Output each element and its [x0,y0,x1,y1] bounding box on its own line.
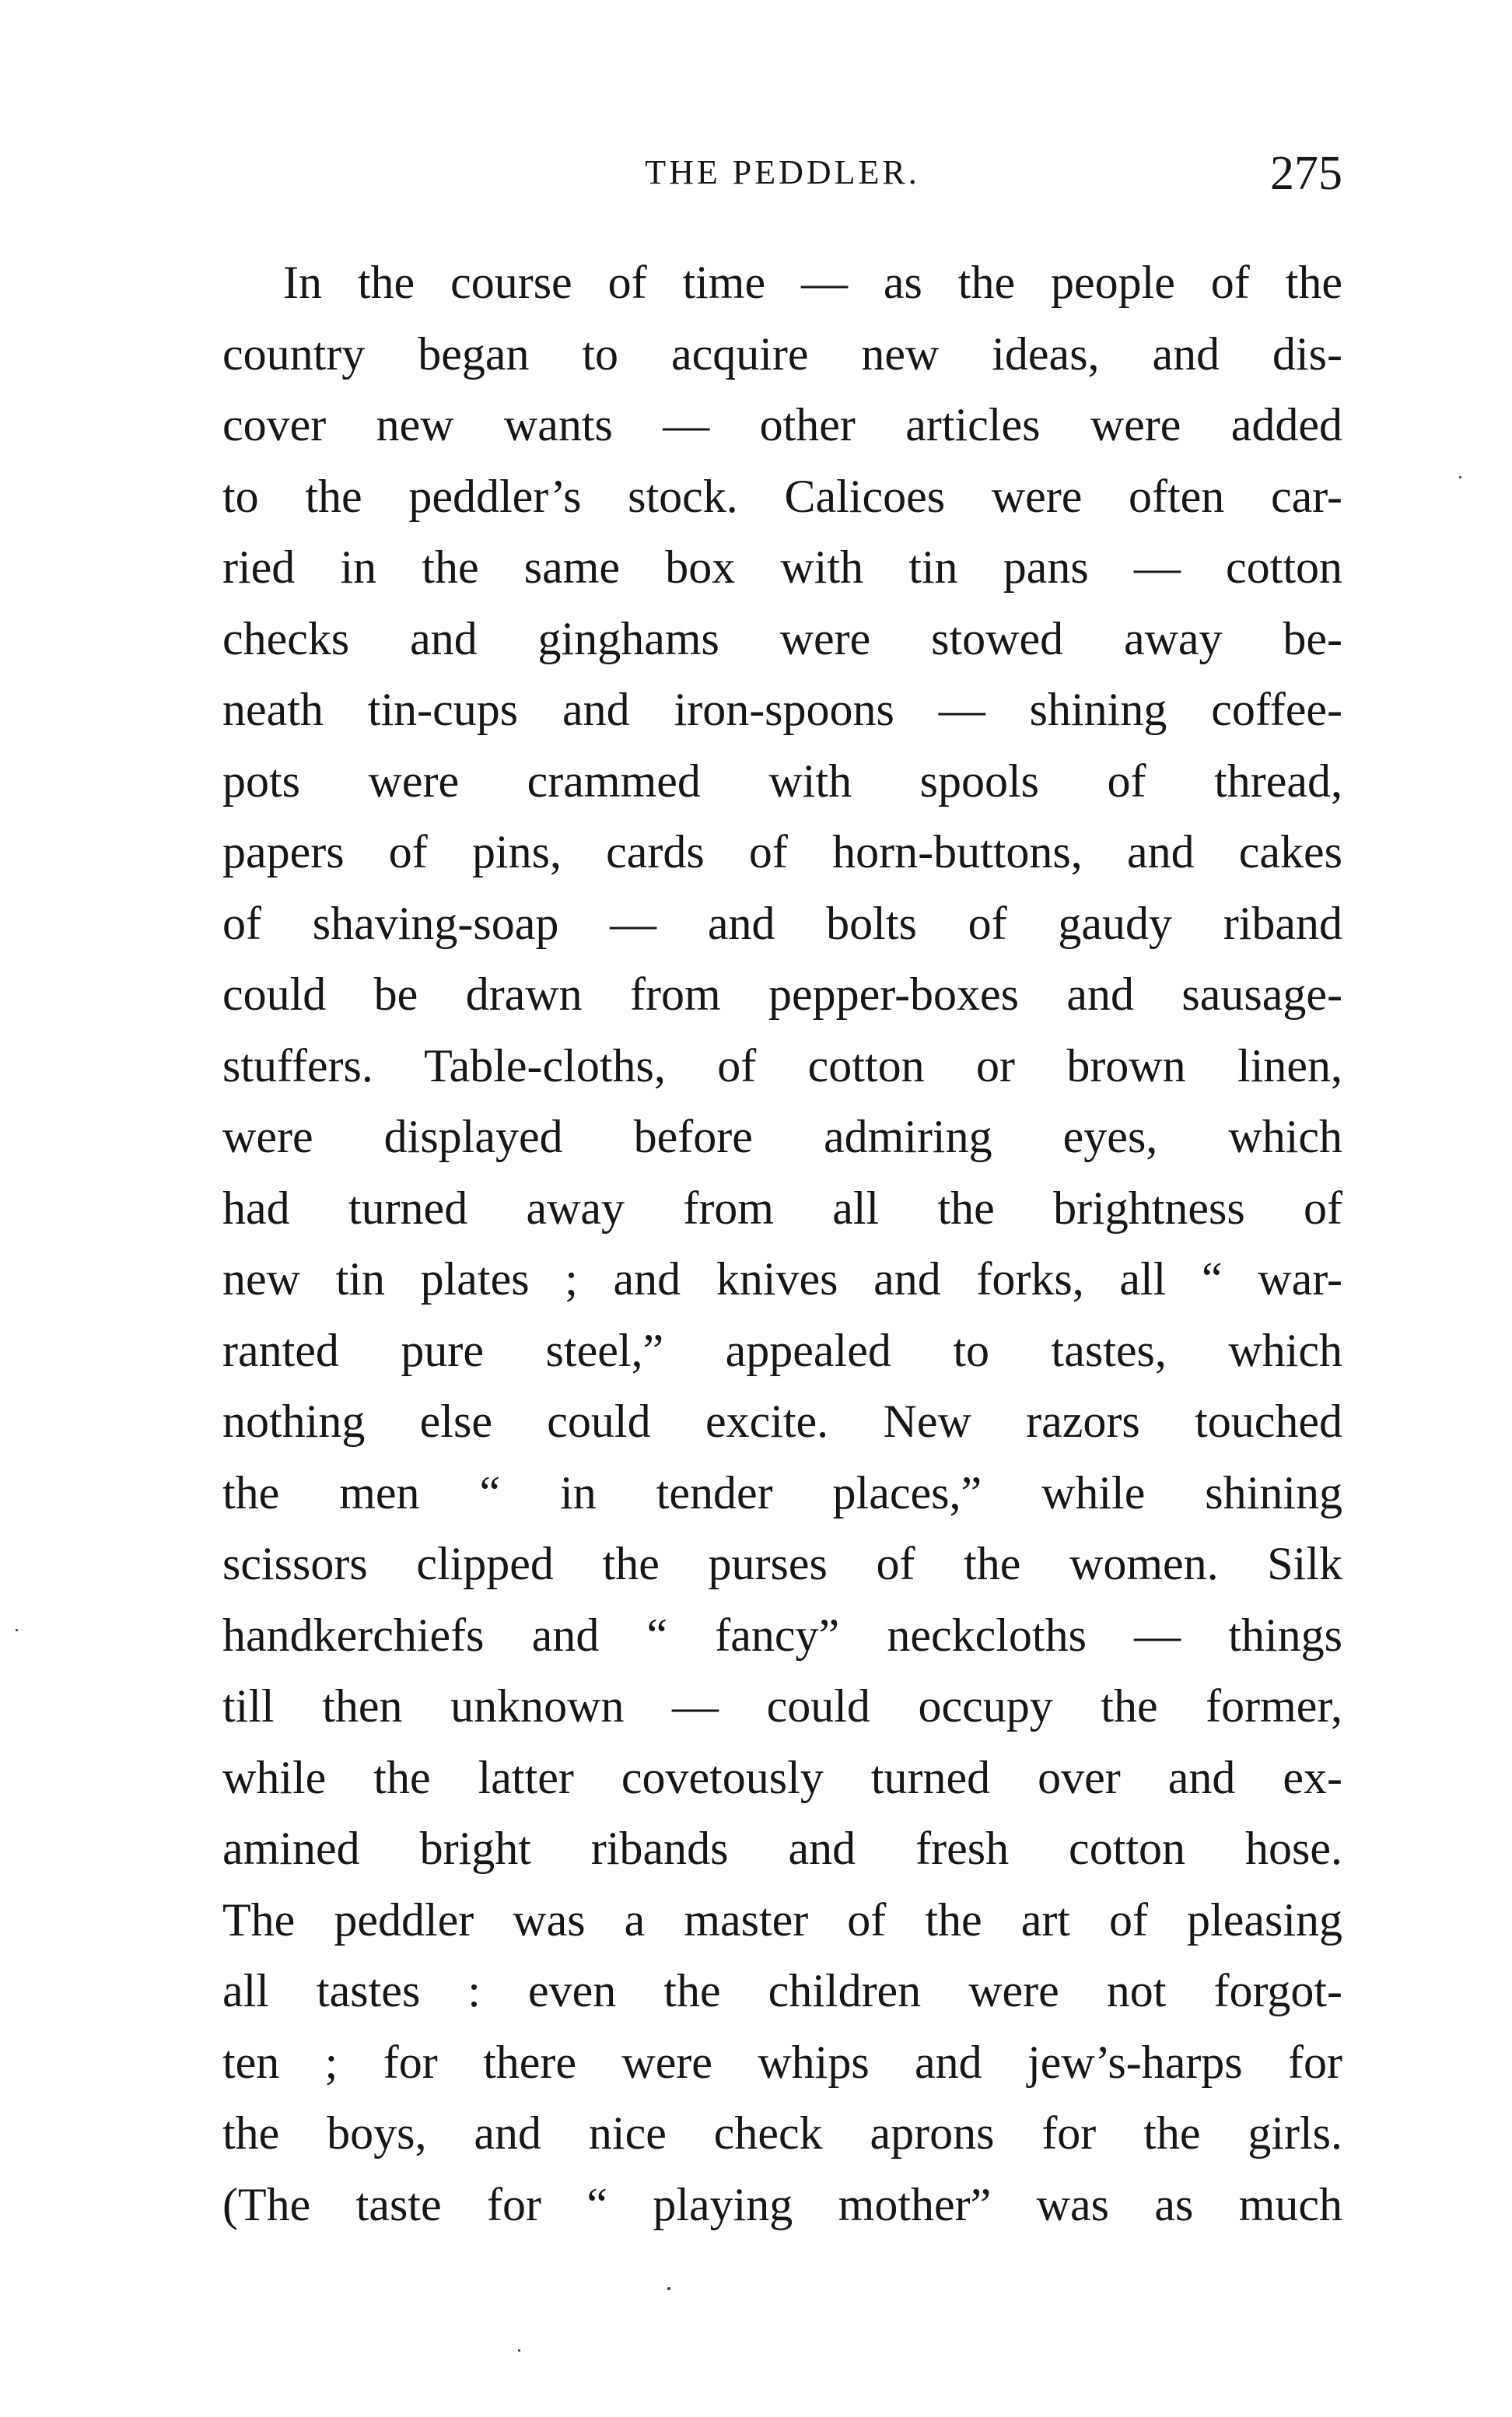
text-line: The peddler was a master of the art of pleasing [222,1893,1342,1946]
text-line: were displayed before admiring eyes, which [222,1111,1342,1162]
body-text [222,247,1342,2240]
page-number: 275 [1270,147,1342,200]
scan-speck [518,2349,520,2352]
text-line: ried in the same box with tin pans — cotton [222,541,1342,593]
text-line: ten ; for there were whips and jew’s-harps for [222,2036,1342,2088]
text-line: (The taste for “ playing mother” was as much [222,2178,1342,2230]
text-line: to the peddler’s stock. Calicoes were often car- [222,470,1342,522]
text-line: the boys, and nice check aprons for the girls. [222,2107,1342,2159]
text-line: pots were crammed with spools of thread, [222,755,1342,807]
text-line: papers of pins, cards of horn-buttons, and cakes [222,826,1342,877]
text-line: while the latter covetously turned over and ex- [222,1751,1342,1803]
text-line: ranted pure steel,” appealed to tastes, which [222,1324,1342,1376]
scan-speck [667,2287,670,2290]
text-line: checks and ginghams were stowed away be- [222,612,1342,664]
scan-speck [16,1629,18,1631]
text-line: neath tin-cups and iron-spoons — shining coffee- [222,684,1342,735]
text-line: stuffers. Table-cloths, of cotton or brown linen, [222,1039,1342,1091]
running-title: THE PEDDLER. [645,153,920,191]
text-line: till then unknown — could occupy the former, [222,1680,1342,1732]
text-line: handkerchiefs and “ fancy” neckcloths — things [222,1609,1342,1661]
text-line: the men “ in tender places,” while shining [222,1466,1342,1519]
text-line: of shaving-soap — and bolts of gaudy riband [222,897,1342,949]
text-line: all tastes : even the children were not forgot- [222,1965,1342,2016]
text-line: scissors clipped the purses of the women. Silk [222,1538,1342,1589]
text-line: In the course of time — as the people of the [283,257,1342,308]
text-line: country began to acquire new ideas, and dis- [222,328,1342,380]
scan-speck [1459,476,1461,478]
text-line: cover new wants — other articles were added [222,399,1342,450]
text-line: nothing else could excite. New razors touched [222,1396,1342,1447]
text-line: amined bright ribands and fresh cotton hose. [222,1823,1342,1874]
running-header [222,146,1342,208]
text-line: had turned away from all the brightness of [222,1182,1342,1234]
text-line: new tin plates ; and knives and forks, all “ war- [222,1253,1342,1305]
text-line: could be drawn from pepper-boxes and sausage- [222,969,1342,1020]
